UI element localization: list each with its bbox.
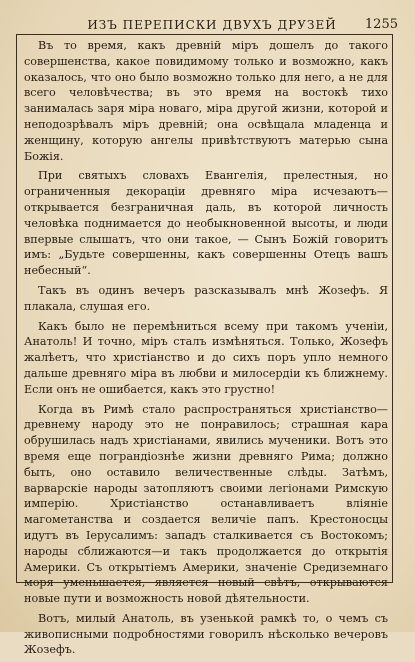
paragraph: Вотъ, милый Анатоль, въ узенькой рамкѣ то, о чемъ съ живописными подробностями говорилъ нѣсколько вечеровъ Жозефъ. [24,611,388,657]
running-title: ИЗЪ ПЕРЕПИСКИ ДВУХЪ ДРУЗЕЙ [87,18,337,32]
paragraph: Такъ въ одинъ вечеръ разсказывалъ мнѣ Жозефъ. Я плакала, слушая его. [24,283,388,313]
running-header [22,14,402,36]
body-text [24,38,388,662]
paragraph: Въ то время, какъ древній міръ дошелъ до такого совершенства, какое повидимому только и возможно, какъ оказалось, что оно было возможно только для него, а не для всего человѣчества; въ это время на востокѣ тихо занималась заря міра новаго, міра другой жизни, которой и неподозрѣвалъ міръ древній; она освѣщала младенца и женщину, которую ангелы привѣтствуютъ матерью сына Божія. [24,39,388,163]
page-number: 1255 [364,17,398,32]
paragraph: Какъ было не перемѣниться всему при такомъ ученіи, Анатоль! И точно, міръ сталъ измѣняться. Только, Жозефъ жалѣетъ, что христіанство и до сихъ поръ упло немного дальше древняго міра въ любви и милосердіи къ ближнему. Если онъ не ошибается, какъ это грустно! [24,319,388,396]
paragraph: При святыхъ словахъ Евангелія, прелестныя, но ограниченныя декораціи древняго міра исчезаютъ—открывается безграничная даль, въ которой личность человѣка поднимается до необыкновенной высоты, и люди впервые слышатъ, что они такое, — Сынъ Божій говоритъ имъ: „Будьте совершенны, какъ совершенны Отецъ вашъ небесный“. [24,169,388,278]
paragraph: Когда въ Римѣ стало распространяться христіанство—древнему народу это не понравилось; страшная кара обрушилась надъ христіанами, явились мученики. Вотъ это время еще пограндіознѣе жизни древняго Рима; должно быть, оно оставило величественные слѣды. Затѣмъ, варварскіе народы затопляютъ своими легіонами Римскую имперію. Христіанство останавливаетъ вліяніе магометанства и создается величіе папъ. Крестоносцы идутъ въ Іерусалимъ: западъ сталкивается съ Востокомъ; народы сближаются—и такъ продолжается до открытія Америки. Съ открытіемъ Америки, значеніе Средиземнаго моря уменьшается, является новый свѣтъ, открываются новые пути и возможность новой дѣятельности. [24,402,388,606]
